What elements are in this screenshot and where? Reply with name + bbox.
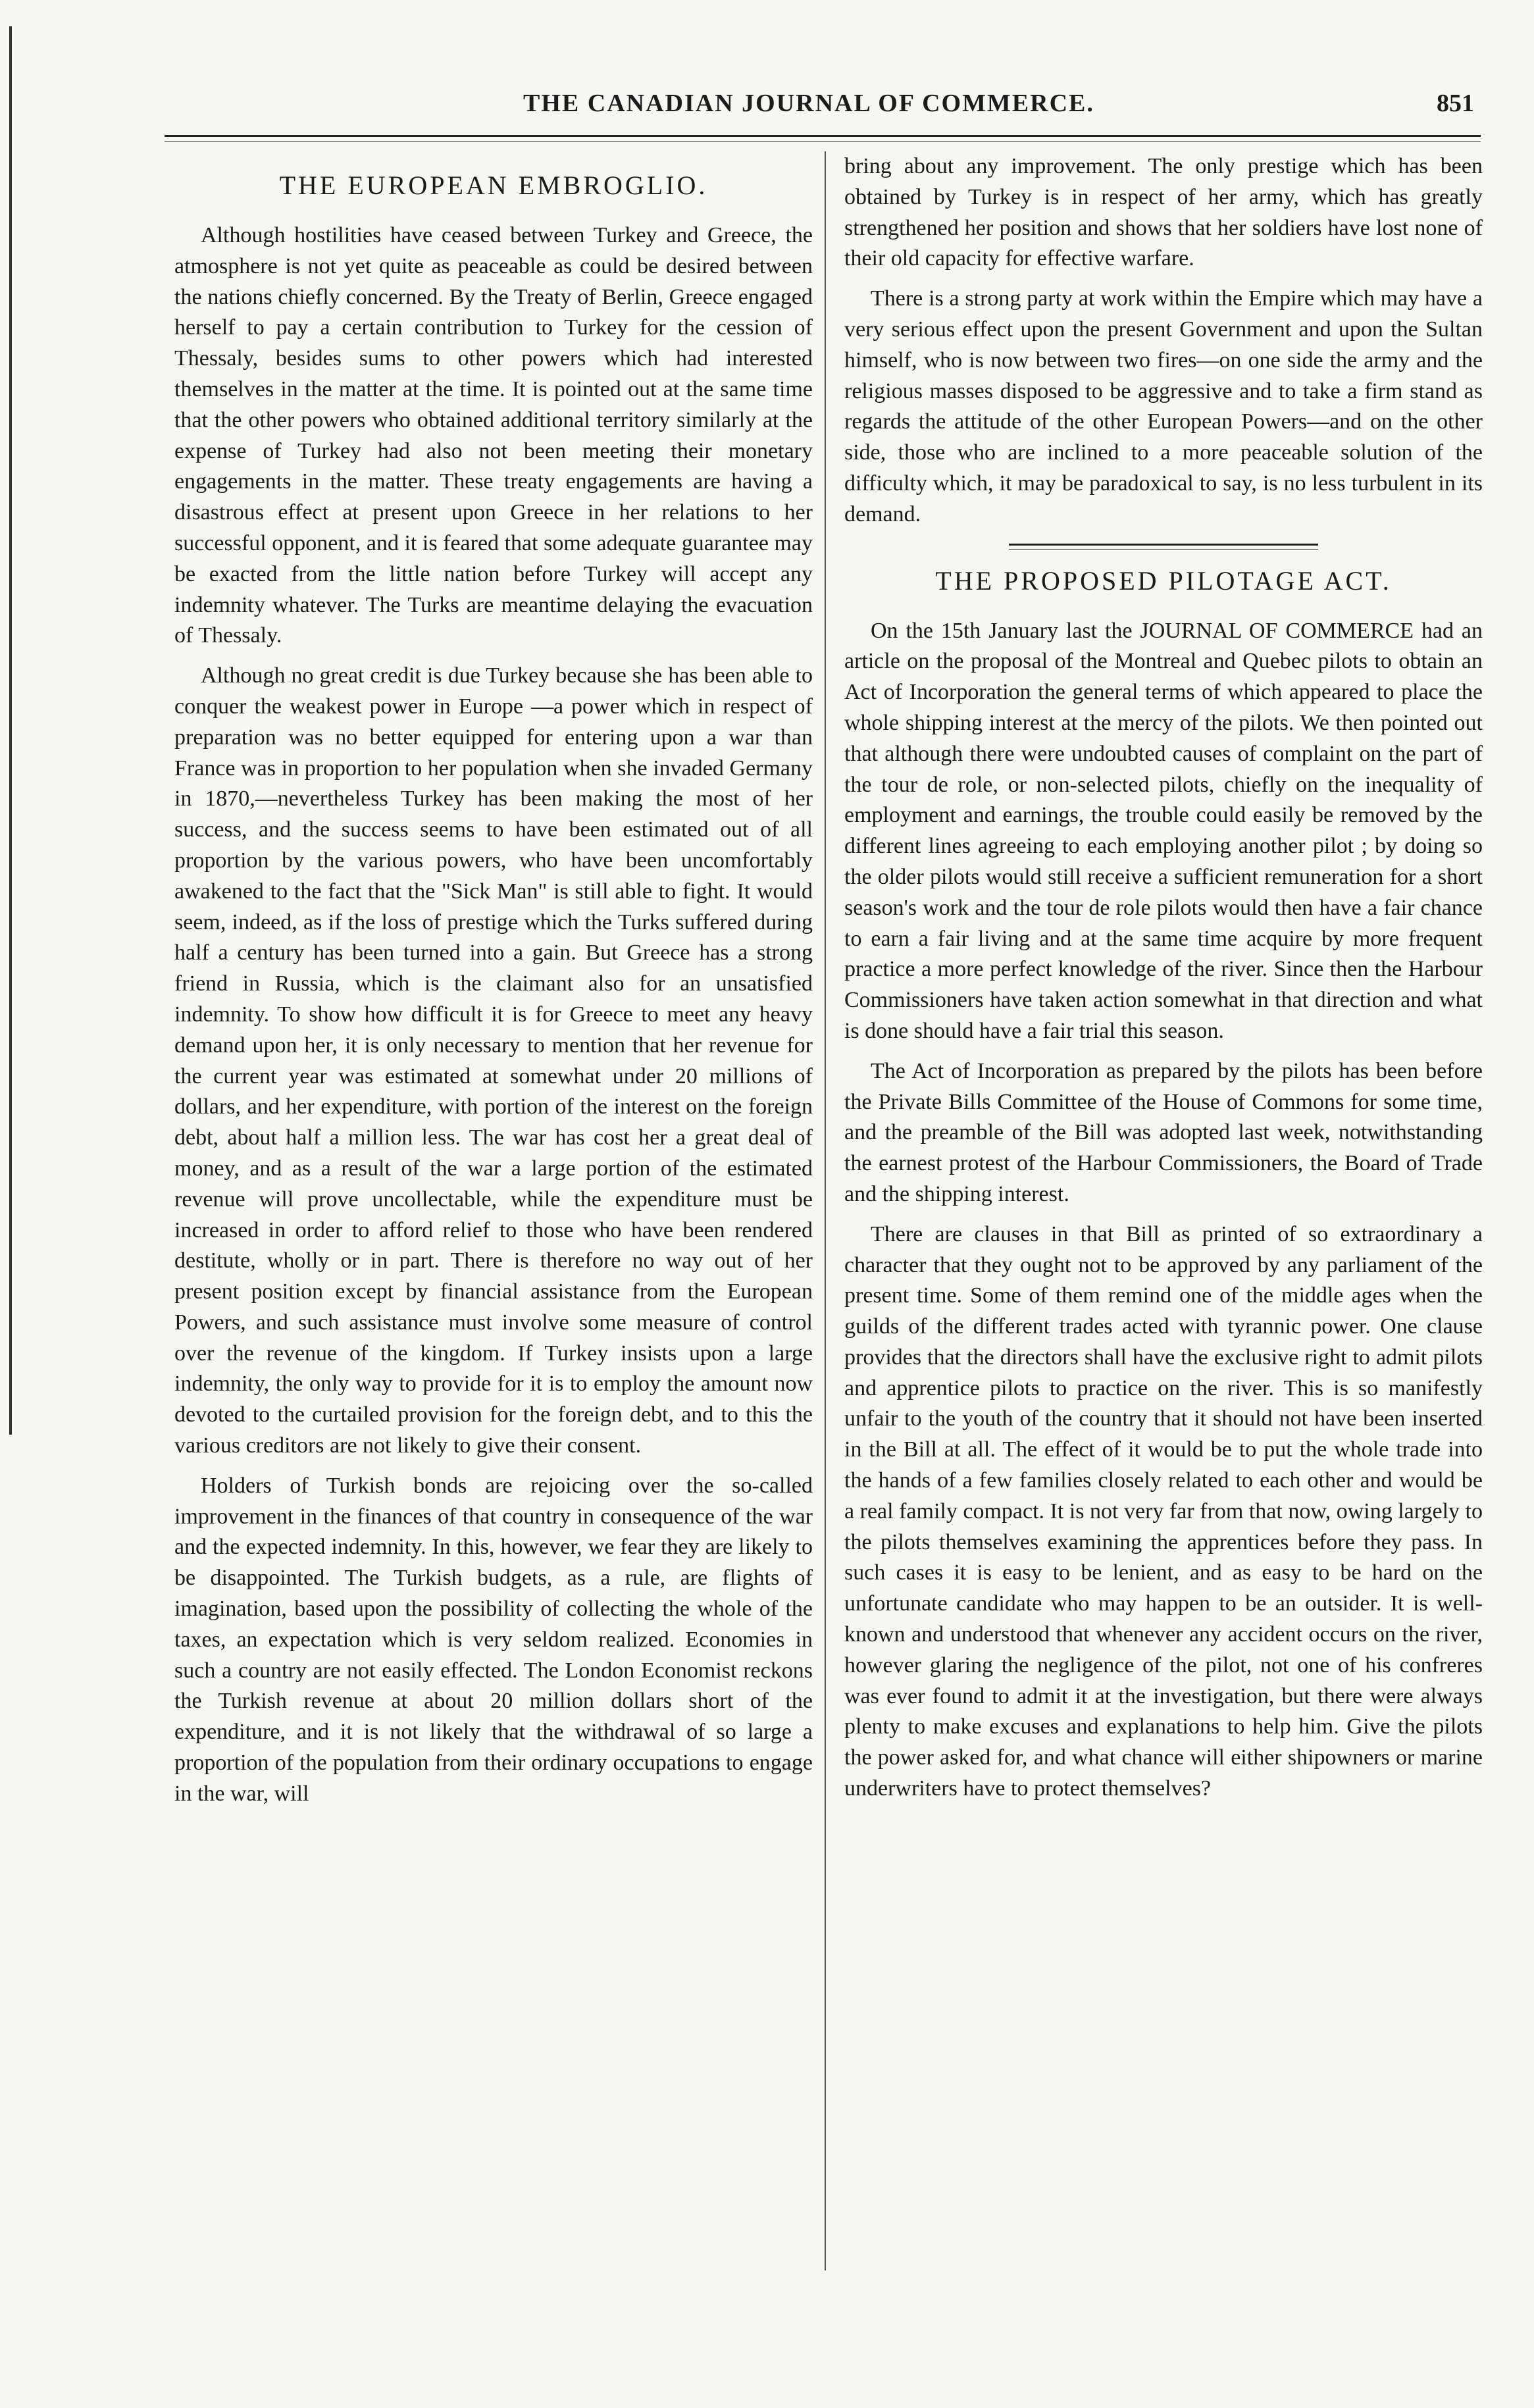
column-divider	[825, 151, 826, 2270]
right-column	[844, 151, 1483, 1814]
journal-title: THE CANADIAN JOURNAL OF COMMERCE.	[523, 90, 1094, 117]
header-rule	[165, 135, 1481, 141]
paragraph-continued: bring about any improvement. The only prestige which has been obtained by Turkey is in respect of her army, which has greatly strengthened her position and shows that her soldiers have lost none of their old capacity for effective warfare.	[844, 154, 1483, 271]
running-head	[165, 82, 1481, 128]
paragraph: There is a strong party at work within the Empire which may have a very serious effect upon the present Government and upon the Sultan himself, who is now between two fires—on one side the army and the religious masses disposed to be aggressive and to take a firm stand as regards the attitude of the other European Powers—and on the other side, those who are inclined to a more peaceable solution of the difficulty which, it may be paradoxical to say, is no less turbulent in its demand.	[844, 286, 1483, 526]
paragraph: There are clauses in that Bill as printed of so extraordinary a character that they ought not to be approved by any parliament of the present time. Some of them remind one of the middle ages when the guilds of the different trades acted with tyrannic power. One clause provides that the directors shall have the exclusive right to admit pilots and apprentice pilots to practice on the river. This is so manifestly unfair to the youth of the country that it should not have been inserted in the Bill at all. The effect of it would be to put the whole trade into the hands of a few families closely related to each other and would be a real family compact. It is not very far from that now, owing largely to the pilots themselves examining the apprentices before they pass. In such cases it is easy to be lenient, and as easy to be hard on the unfortunate candidate who may happen to be an outsider. It is well-known and understood that whenever any accident occurs on the river, however glaring the negligence of the pilot, not one of his confreres was ever found to admit it at the investigation, but there were always plenty to make excuses and explanations to help him. Give the pilots the power asked for, and what chance will either shipowners or marine underwriters have to protect themselves?	[844, 1221, 1483, 1801]
binding-margin-line	[9, 26, 12, 1435]
left-column	[174, 158, 813, 1819]
paragraph: Although hostilities have ceased between Turkey and Greece, the atmosphere is not yet quite as peaceable as could be desired between the nations chiefly concerned. By the Treaty of Berlin, Greece engaged herself to pay a certain contribution to Turkey for the cession of Thessaly, besides sums to other powers which had interested themselves in the matter at the time. It is pointed out at the same time that the other powers who obtained additional territory similarly at the expense of Turkey had also not been meeting their monetary engagements in the matter. These treaty engagements are having a disastrous effect at present upon Greece in her relations to her successful opponent, and it is feared that some adequate guarantee may be exacted from the little nation before Turkey will accept any indemnity whatever. The Turks are meantime delaying the evacuation of Thessaly.	[174, 223, 813, 648]
article-divider	[1009, 544, 1318, 550]
paragraph: The Act of Incorporation as prepared by the pilots has been before the Private Bills Committee of the House of Commons for some time, and the preamble of the Bill was adopted last week, notwithstanding the earnest protest of the Harbour Commissioners, the Board of Trade and the shipping interest.	[844, 1058, 1483, 1206]
article-title-embroglio: THE EUROPEAN EMBROGLIO.	[279, 170, 708, 200]
paragraph: On the 15th January last the JOURNAL OF COMMERCE had an article on the proposal of the Montreal and Quebec pilots to obtain an Act of Incorporation the general terms of which appeared to place the whole shipping interest at the mercy of the pilots. We then pointed out that although there were undoubted causes of complaint on the part of the tour de role, or non-selected pilots, chiefly on the inequality of employment and earnings, the trouble could easily be removed by the different lines agreeing to each employing another pilot ; by doing so the older pilots would still receive a sufficient remuneration for a short season's work and the tour de role pilots would then have a fair chance to earn a fair living and at the same time acquire by more frequent practice a more perfect knowledge of the river. Since then the Harbour Commissioners have taken action somewhat in that direction and what is done should have a fair trial this season.	[844, 618, 1483, 1043]
paragraph: Holders of Turkish bonds are rejoicing over the so-called improvement in the finances of that country in consequence of the war and the expected indemnity. In this, however, we fear they are likely to be disappointed. The Turkish budgets, as a rule, are flights of imagination, based upon the possibility of collecting the whole of the taxes, an expectation which is very seldom realized. Economies in such a country are not easily effected. The London Economist reckons the Turkish revenue at about 20 million dollars short of the expenditure, and it is not likely that the withdrawal of so large a proportion of the population from their ordinary occupations to engage in the war, will	[174, 1473, 813, 1806]
article-title-pilotage: THE PROPOSED PILOTAGE ACT.	[935, 565, 1392, 596]
paragraph: Although no great credit is due Turkey because she has been able to conquer the weakest power in Europe —a power which in respect of preparation was no better equipped for entering upon a war than France was in proportion to her population when she invaded Germany in 1870,—nevertheless Turkey has been making the most of her success, and the success seems to have been estimated out of all proportion by the various powers, who have been uncomfortably awakened to the fact that the "Sick Man" is still able to fight. It would seem, indeed, as if the loss of prestige which the Turks suffered during half a century has been turned into a gain. But Greece has a strong friend in Russia, which is the claimant also for an unsatisfied indemnity. To show how difficult it is for Greece to meet any heavy demand upon her, it is only necessary to mention that her revenue for the current year was estimated at somewhat under 20 millions of dollars, and her expenditure, with portion of the interest on the foreign debt, about half a million less. The war has cost her a great deal of money, and as a result of the war a large portion of the estimated revenue will prove uncollectable, while the expenditure must be increased in order to afford relief to those who have been rendered destitute, wholly or in part. There is therefore no way out of her present position except by financial assistance from the European Powers, and such assistance must involve some measure of control over the revenue of the kingdom. If Turkey insists upon a large indemnity, the only way to provide for it is to employ the amount now devoted to the curtailed provision for the foreign debt, and to this the various creditors are not likely to give their consent.	[174, 663, 813, 1458]
page-number: 851	[1437, 90, 1474, 117]
